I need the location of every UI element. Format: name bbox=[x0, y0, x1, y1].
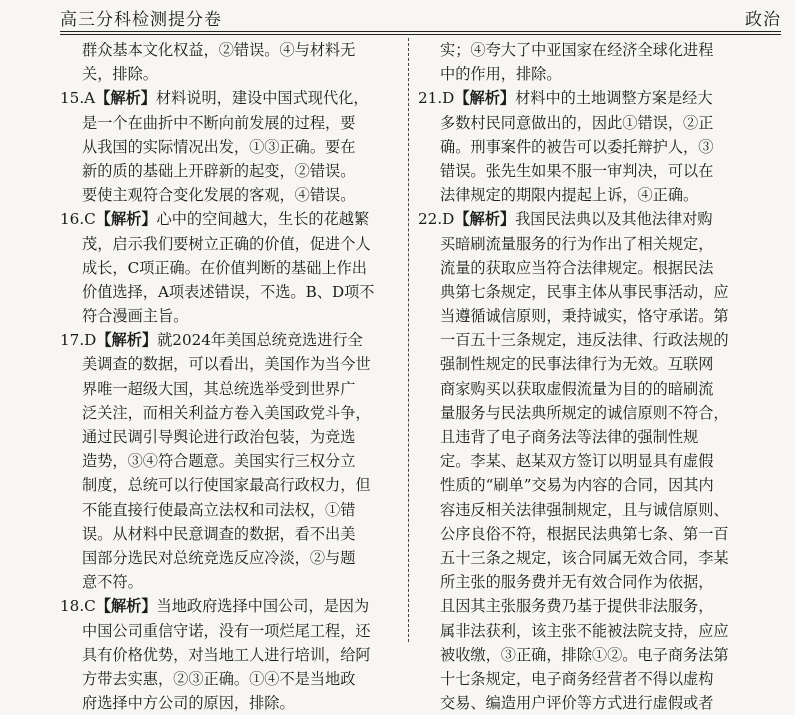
line-text: 群众基本文化权益，②错误。④与材料无 bbox=[82, 41, 356, 59]
text-line bbox=[60, 159, 400, 183]
question-number: 21.D bbox=[418, 89, 455, 108]
line-text: 成长，C项正确。在价值判断的基础上作出 bbox=[82, 258, 367, 277]
analysis-tag: 【解析】 bbox=[95, 89, 156, 108]
line-text: 是一个在曲折中不断向前发展的过程，要 bbox=[82, 113, 356, 132]
analysis-tag: 【解析】 bbox=[95, 597, 157, 616]
text-line bbox=[60, 86, 400, 110]
line-text: 价值选择，A项表述错误，不选。B、D项不 bbox=[82, 282, 375, 301]
line-text: 关，排除。 bbox=[82, 65, 158, 84]
line-text: 一百五十三条规定，违反法律、行政法规的 bbox=[440, 331, 729, 350]
text-line bbox=[60, 111, 400, 135]
exam-title: 高三分科检测提分卷 bbox=[60, 10, 222, 30]
line-text: 当地政府选择中国公司，是因为 bbox=[156, 597, 370, 616]
line-text: 误。从材料中民意调查的数据，看不出美 bbox=[82, 524, 356, 543]
line-text: 符合漫画主旨。 bbox=[82, 307, 189, 326]
analysis-tag: 【解析】 bbox=[95, 210, 157, 229]
line-text: 泛关注，而相关利益方卷入美国政党斗争， bbox=[82, 403, 371, 422]
question-number: 16.C bbox=[60, 210, 96, 229]
line-text: 十七条规定，电子商务经营者不得以虚构 bbox=[440, 669, 714, 688]
text-line bbox=[418, 232, 781, 256]
line-text: 从我国的实际情况出发，①③正确。要在 bbox=[82, 137, 356, 156]
page-header bbox=[60, 4, 781, 30]
line-text: 法律规定的期限内提起上诉，④正确。 bbox=[440, 186, 699, 205]
text-line bbox=[60, 594, 400, 618]
analysis-tag: 【解析】 bbox=[454, 210, 516, 229]
text-line bbox=[418, 377, 781, 401]
analysis-tag: 【解析】 bbox=[454, 89, 516, 108]
line-text: 制度，总统可以行使国家最高行政权力，但 bbox=[82, 476, 371, 495]
question-number: 17.D bbox=[60, 331, 97, 350]
text-line bbox=[60, 377, 400, 401]
text-line bbox=[418, 159, 781, 183]
text-line bbox=[60, 352, 400, 376]
text-line bbox=[60, 207, 400, 231]
text-line bbox=[60, 38, 400, 62]
text-line bbox=[60, 691, 400, 715]
text-line bbox=[60, 183, 400, 207]
line-text: 确。刑事案件的被告可以委托辩护人，③ bbox=[440, 137, 714, 156]
header-rule bbox=[60, 31, 781, 32]
line-text: 材料中的土地调整方案是经大 bbox=[515, 89, 713, 108]
text-line bbox=[418, 449, 781, 473]
text-line bbox=[418, 594, 781, 618]
text-line bbox=[418, 643, 781, 667]
line-text: 性质的“刷单”交易为内容的合同，因其内 bbox=[440, 476, 714, 495]
line-text: 方带去实惠，②③正确。①④不是当地政 bbox=[82, 669, 356, 688]
line-text: 府选择中方公司的原因，排除。 bbox=[82, 694, 295, 713]
right-column bbox=[418, 38, 781, 713]
text-line bbox=[418, 473, 781, 497]
line-text: 容违反相关法律强制规定，且与诚信原则、 bbox=[440, 500, 729, 519]
text-line bbox=[60, 643, 400, 667]
question-number: 15.A bbox=[60, 89, 96, 108]
line-text: 就2024年美国总统竞选进行全 bbox=[157, 331, 363, 350]
text-line bbox=[418, 38, 781, 62]
text-line bbox=[418, 135, 781, 159]
text-line bbox=[418, 691, 781, 715]
line-text: 美调查的数据，可以看出，美国作为当今世 bbox=[82, 355, 371, 374]
text-line bbox=[60, 473, 400, 497]
text-line bbox=[60, 449, 400, 473]
text-line bbox=[60, 135, 400, 159]
text-line bbox=[418, 401, 781, 425]
text-line bbox=[60, 546, 400, 570]
analysis-tag: 【解析】 bbox=[96, 331, 158, 350]
text-line bbox=[418, 304, 781, 328]
line-text: 茂，启示我们要树立正确的价值，促进个人 bbox=[82, 234, 371, 253]
text-line bbox=[60, 304, 400, 328]
line-text: 五十三条之规定，该合同属无效合同，李某 bbox=[440, 548, 729, 567]
line-text: 公序良俗不符，根据民法典第七条、第一百 bbox=[440, 524, 729, 543]
text-line bbox=[60, 667, 400, 691]
text-line bbox=[60, 232, 400, 256]
line-text: 买暗刷流量服务的行为作出了相关规定， bbox=[440, 234, 714, 253]
line-text: 所主张的服务费并无有效合同作为依据， bbox=[440, 573, 714, 592]
text-line bbox=[60, 522, 400, 546]
line-text: 意不符。 bbox=[82, 573, 143, 592]
text-line bbox=[418, 183, 781, 207]
line-text: 心中的空间越大，生长的花越繁 bbox=[156, 210, 370, 229]
text-line bbox=[418, 619, 781, 643]
line-text: 通过民调引导舆论进行政治包装，为竞选 bbox=[82, 428, 356, 446]
line-text: 多数村民同意做出的，因此①错误，②正 bbox=[440, 113, 714, 132]
text-line bbox=[60, 62, 400, 86]
line-text: 中的作用，排除。 bbox=[440, 65, 562, 84]
line-text: 且因其主张服务费乃基于提供非法服务， bbox=[440, 597, 714, 616]
text-line bbox=[60, 619, 400, 643]
left-column bbox=[60, 38, 400, 713]
line-text: 流量的获取应当符合法律规定。根据民法 bbox=[440, 258, 714, 277]
line-text: 错误。张先生如果不服一审判决，可以在 bbox=[440, 161, 714, 180]
text-line bbox=[418, 425, 781, 449]
text-line bbox=[418, 522, 781, 546]
line-text: 中国公司重信守诺，没有一项烂尾工程，还 bbox=[82, 621, 371, 640]
line-text: 定。李某、赵某双方签订以明显具有虚假 bbox=[440, 452, 714, 471]
line-text: 具有价格优势，对当地工人进行培训，给阿 bbox=[82, 645, 371, 664]
line-text: 被收缴，③正确，排除①②。电子商务法第 bbox=[440, 645, 729, 664]
text-line bbox=[60, 498, 400, 522]
header-rule-thin bbox=[60, 34, 781, 35]
line-text: 不能直接行使最高立法权和司法权，①错 bbox=[82, 500, 356, 519]
line-text: 强制性规定的民事法律行为无效。互联网 bbox=[440, 355, 714, 374]
text-line bbox=[60, 401, 400, 425]
subject-label: 政治 bbox=[745, 10, 781, 30]
text-line bbox=[60, 570, 400, 594]
line-text: 且违背了电子商务法等法律的强制性规 bbox=[440, 428, 699, 446]
column-divider bbox=[408, 38, 409, 642]
text-line bbox=[418, 111, 781, 135]
line-text: 实；④夸大了中亚国家在经济全球化进程 bbox=[440, 41, 714, 59]
text-line bbox=[418, 62, 781, 86]
text-line bbox=[418, 570, 781, 594]
line-text: 新的质的基础上开辟新的起变，②错误。 bbox=[82, 161, 356, 180]
text-line bbox=[418, 546, 781, 570]
line-text: 界唯一超级大国，其总统选举受到世界广 bbox=[82, 379, 356, 398]
line-text: 我国民法典以及其他法律对购 bbox=[515, 210, 713, 229]
line-text: 要使主观符合变化发展的客观，④错误。 bbox=[82, 186, 356, 205]
text-line bbox=[418, 256, 781, 280]
line-text: 材料说明，建设中国式现代化， bbox=[155, 89, 369, 108]
text-line bbox=[418, 352, 781, 376]
text-line bbox=[60, 425, 400, 449]
line-text: 属非法获利，该主张不能被法院支持，应应 bbox=[440, 621, 729, 640]
line-text: 当遵循诚信原则，秉持诚实，恪守承诺。第 bbox=[440, 307, 729, 326]
question-number: 18.C bbox=[60, 597, 96, 616]
line-text: 典第七条规定，民事主体从事民事活动，应 bbox=[440, 282, 729, 301]
text-line bbox=[418, 498, 781, 522]
text-line bbox=[418, 86, 781, 110]
question-number: 22.D bbox=[418, 210, 455, 229]
line-text: 商家购买以获取虚假流量为目的的暗刷流 bbox=[440, 379, 714, 398]
text-line bbox=[60, 328, 400, 352]
text-line bbox=[418, 280, 781, 304]
text-line bbox=[418, 667, 781, 691]
line-text: 量服务与民法典所规定的诚信原则不符合， bbox=[440, 403, 729, 422]
line-text: 造势，③④符合题意。美国实行三权分立 bbox=[82, 452, 356, 471]
line-text: 交易、编造用户评价等方式进行虚假或者 bbox=[440, 694, 714, 713]
text-line bbox=[418, 207, 781, 231]
text-line bbox=[60, 256, 400, 280]
line-text: 国部分选民对总统竞选反应冷淡，②与题 bbox=[82, 548, 356, 567]
text-line bbox=[60, 280, 400, 304]
text-line bbox=[418, 328, 781, 352]
